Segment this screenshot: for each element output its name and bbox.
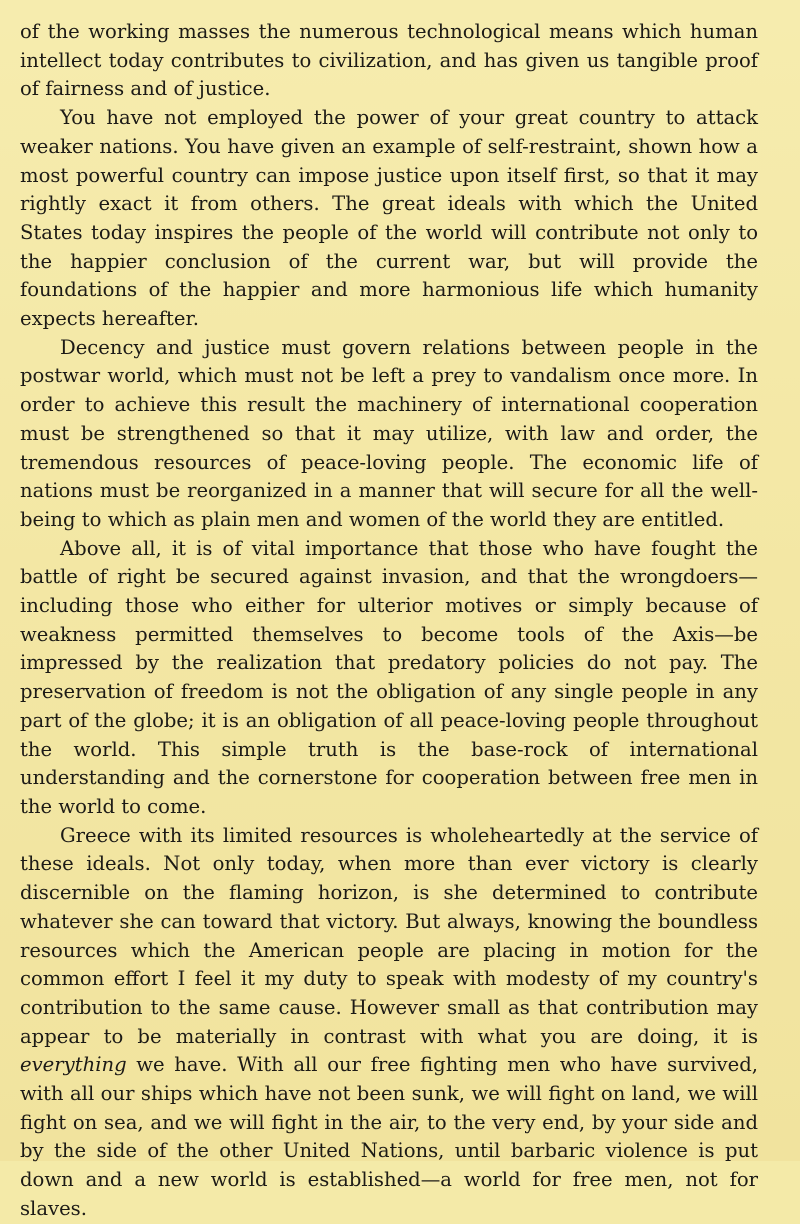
paragraph-4: Above all, it is of vital importance that those who have fought the battle of right be secured against invasion, and that the wrongdoers—including those who either for ulterior motives or simply because of weakness permitted themselves to become tools of the Axis—be impressed by the realization that predatory policies do not pay. The preservation of freedom is not the obligation of any single people in any part of the globe; it is an obligation of all peace-loving people throughout the world. This simple truth is the base-rock of international understanding and the cornerstone for cooperation between free men in the world to come.: [20, 536, 758, 818]
paragraph-5-text-before: Greece with its limited resources is wholeheartedly at the service of these ideals. Not only today, when more than ever victory is clearly discernible on the flaming horizon, is she determined to contribute whatever she can toward that victory. But always, knowing the boundless resources which the American people are placing in motion for the common effort I feel it my duty to speak with modesty of my country's contribution to the same cause. However small as that contribution may appear to be materially in contrast with what you are doing, it is: [20, 823, 758, 1048]
emphasized-word: everything: [20, 1053, 127, 1077]
paragraph-5-text-after: we have. With all our free fighting men who have survived, with all our ships which have not been sunk, we will fight on land, we will fight on sea, and we will fight in the air, to the very end, by your side and by the side of the other United Nations, until barbaric violence is put down and a new world is established—a world for free men, not for slaves.: [20, 1053, 758, 1220]
body-text: [20, 18, 758, 1224]
paragraph-2: You have not employed the power of your great country to attack weaker nations. You have given an example of self-restraint, shown how a most powerful country can impose justice upon itself first, so that it may rightly exact it from others. The great ideals with which the United States today inspires the people of the world will contribute not only to the happier conclusion of the current war, but will provide the foundations of the happier and more harmonious life which humanity expects hereafter.: [20, 106, 758, 331]
paragraph-3: Decency and justice must govern relations between people in the postwar world, which must not be left a prey to vandalism once more. In order to achieve this result the machinery of international cooperation must be strengthened so that it may utilize, with law and order, the tremendous resources of peace-loving people. The economic life of nations must be reorganized in a manner that will secure for all the well-being to which as plain men and women of the world they are entitled.: [20, 335, 758, 531]
paragraph-1: of the working masses the numerous technological means which human intellect today contributes to civilization, and has given us tangible proof of fairness and of justice.: [20, 20, 758, 101]
paragraph-5: [20, 822, 758, 1224]
